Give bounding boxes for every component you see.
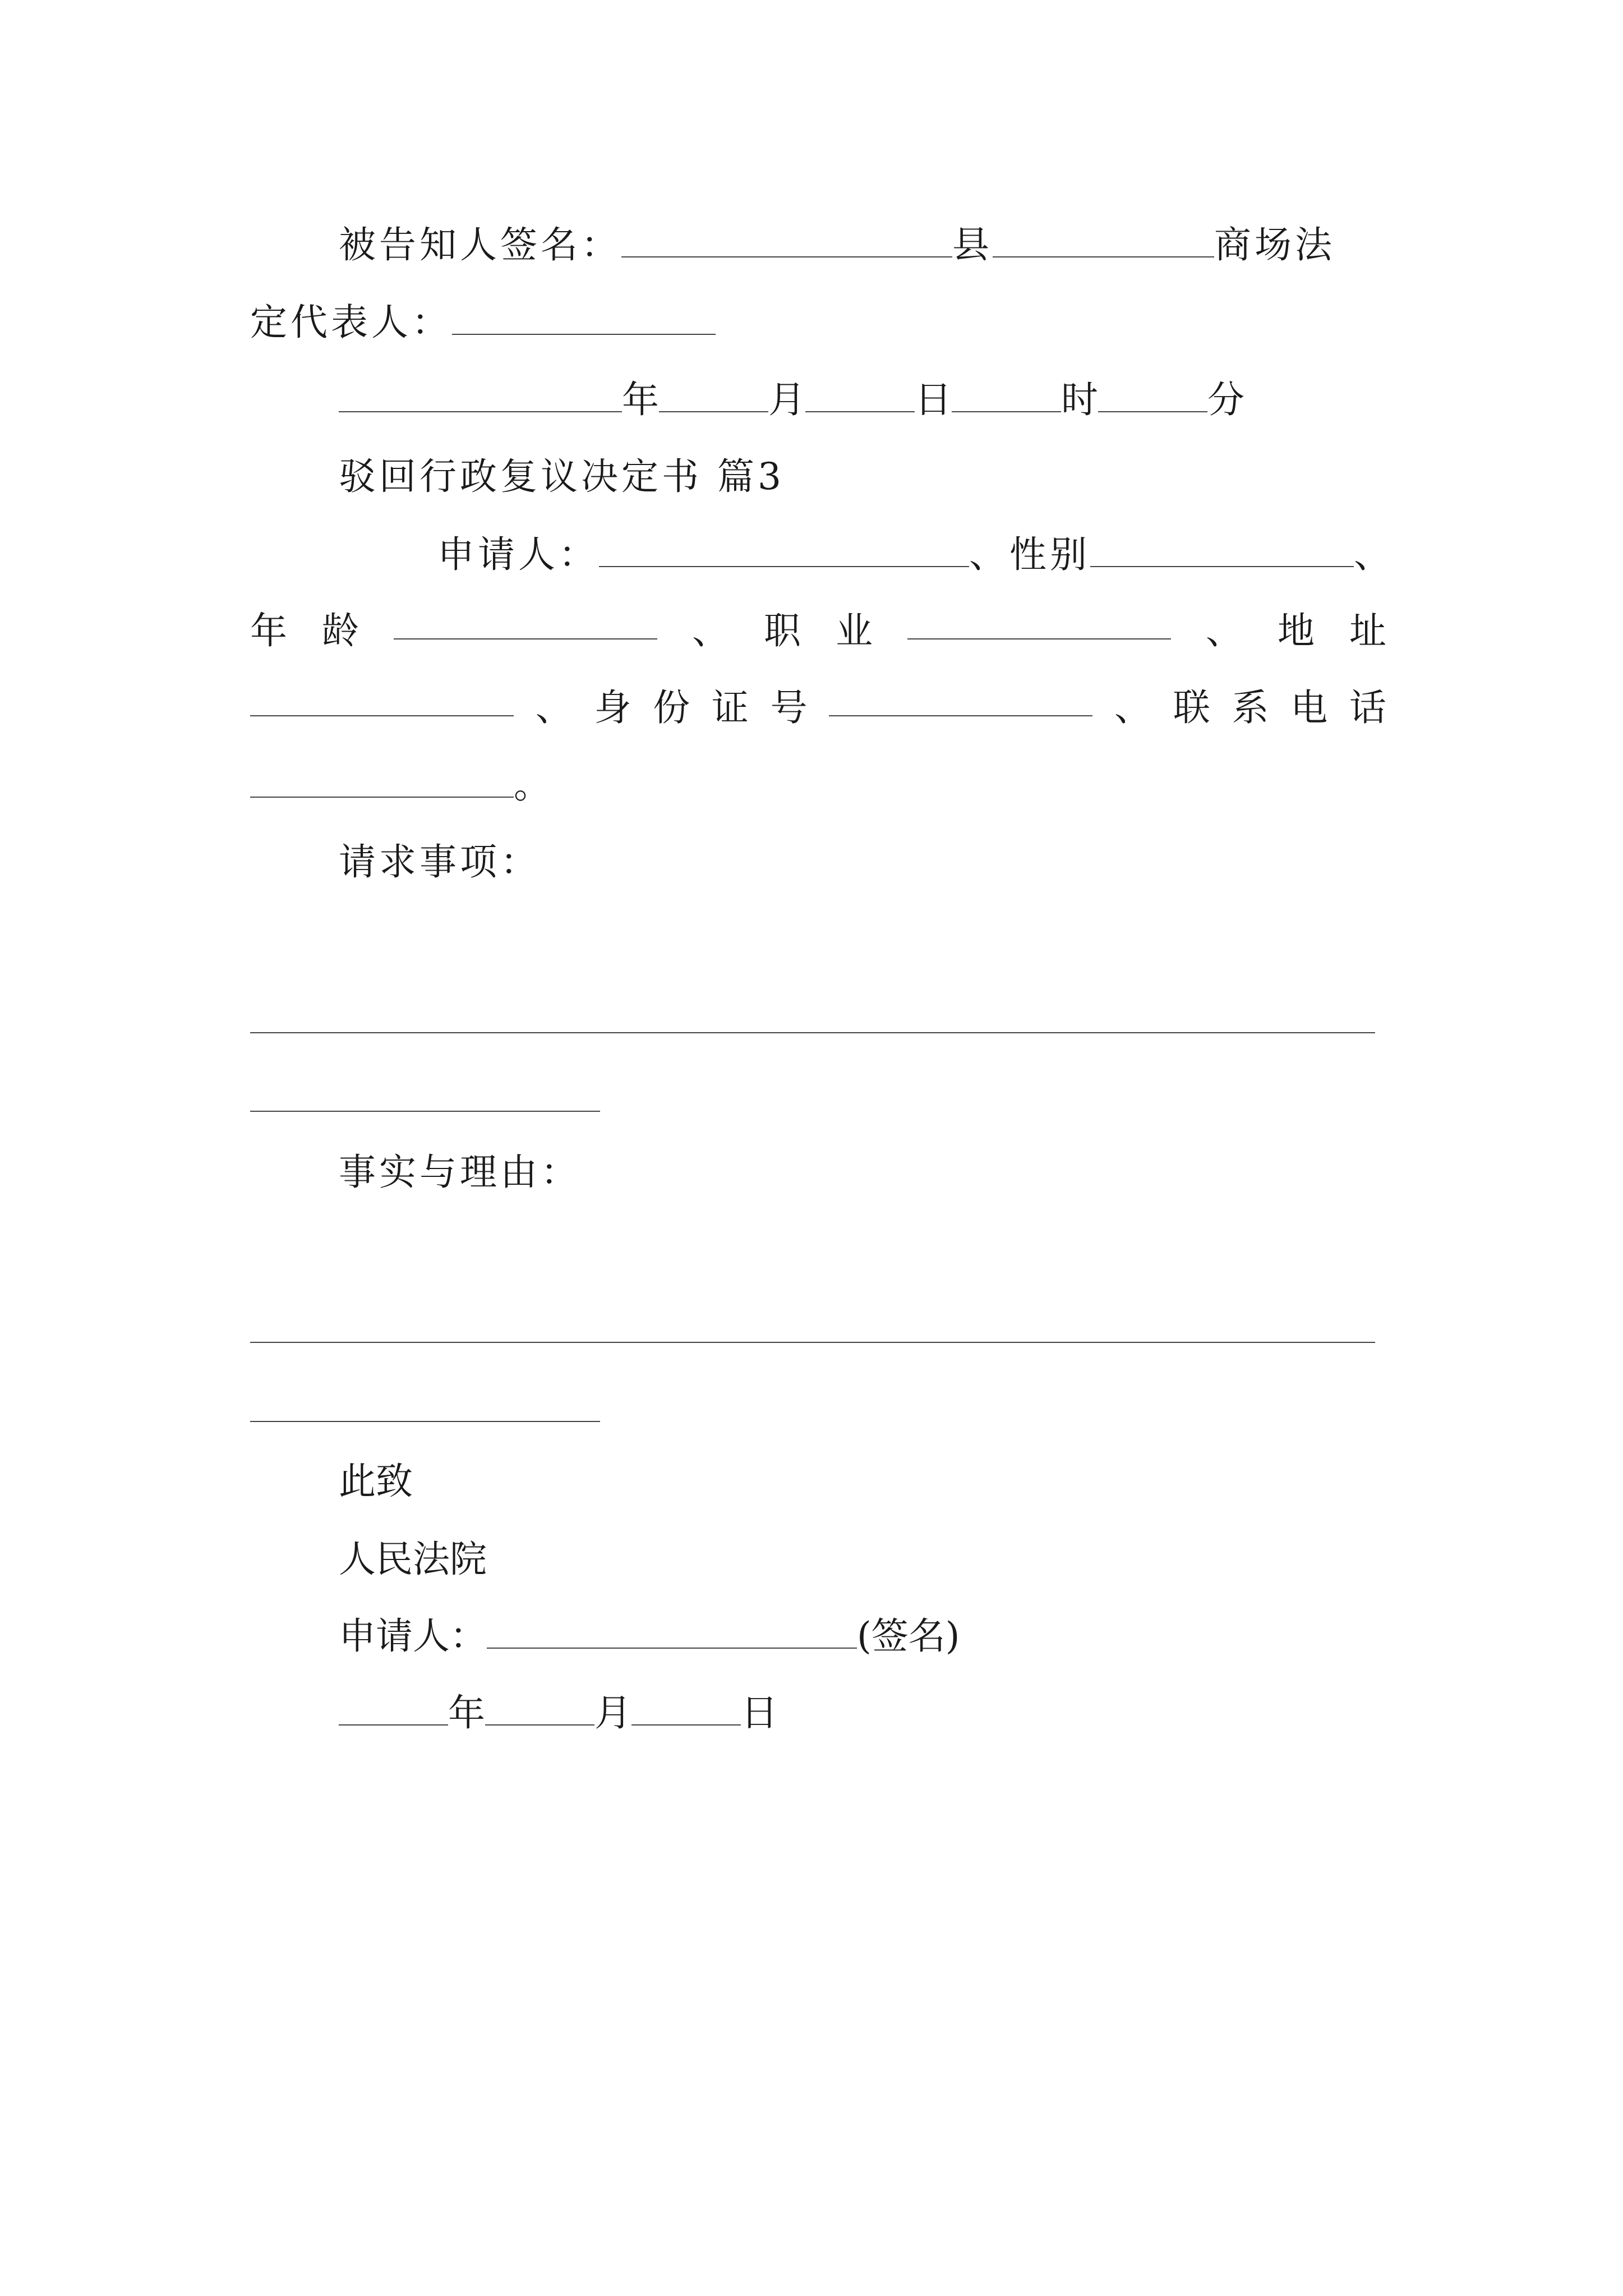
applicant-signature-label: 申请人： — [339, 1614, 487, 1658]
phone-blank[interactable] — [250, 764, 514, 798]
applicant-name-blank[interactable] — [599, 533, 969, 567]
job-label-1: 职 — [764, 609, 801, 652]
separator: 、 — [692, 609, 729, 652]
applicant-signature-line — [339, 1611, 960, 1662]
signature-note: (签名) — [857, 1614, 960, 1658]
representative-label: 定代表人： — [250, 301, 452, 344]
id-label-1: 身 — [594, 686, 631, 729]
datetime-line — [339, 375, 1244, 425]
facts-heading: 事实与理由： — [339, 1151, 581, 1194]
address-label-1: 地 — [1278, 609, 1315, 652]
separator: 、 — [1114, 686, 1152, 729]
separator: 、 — [969, 533, 1009, 576]
applicant-info-row — [250, 606, 1386, 656]
age-label-2: 龄 — [322, 609, 359, 652]
age-label-1: 年 — [250, 609, 287, 652]
month-label: 月 — [768, 378, 805, 421]
job-label-2: 业 — [836, 609, 873, 652]
court-name: 人民法院 — [339, 1538, 487, 1581]
separator: 、 — [535, 686, 573, 729]
county-label: 县 — [952, 223, 993, 266]
closing-month-blank[interactable] — [485, 1692, 594, 1726]
closing-month-label: 月 — [594, 1691, 631, 1734]
gender-label: 性别 — [1009, 533, 1090, 576]
phone-label-2: 系 — [1232, 686, 1269, 729]
applicant-info-line-2 — [250, 606, 1386, 656]
request-heading: 请求事项： — [339, 840, 541, 884]
facts-line-2[interactable] — [250, 1421, 600, 1422]
signature-label: 被告知人签名： — [339, 223, 621, 266]
month-blank[interactable] — [659, 379, 768, 412]
applicant-info-line-4 — [250, 760, 551, 811]
closing-year-label: 年 — [448, 1691, 485, 1734]
closing-date-line — [339, 1688, 778, 1738]
closing-day-blank[interactable] — [631, 1692, 741, 1726]
address-label-2: 址 — [1349, 609, 1386, 652]
age-blank[interactable] — [394, 606, 657, 639]
applicant-info-line-1 — [437, 530, 1394, 580]
request-line-2[interactable] — [250, 1111, 600, 1112]
period: 。 — [514, 763, 551, 807]
minute-label: 分 — [1207, 378, 1244, 421]
id-number-blank[interactable] — [829, 683, 1092, 716]
signature-line — [339, 220, 1335, 270]
applicant-signature-blank[interactable] — [487, 1615, 857, 1649]
mall-label: 商场法 — [1214, 223, 1335, 266]
phone-label-4: 话 — [1349, 686, 1386, 729]
representative-line — [250, 297, 716, 348]
signature-blank[interactable] — [621, 224, 952, 257]
gender-blank[interactable] — [1090, 533, 1354, 567]
representative-blank[interactable] — [452, 301, 716, 335]
county-blank[interactable] — [993, 224, 1214, 257]
applicant-label: 申请人： — [437, 533, 599, 576]
id-label-2: 份 — [653, 686, 690, 729]
closing-year-blank[interactable] — [339, 1692, 448, 1726]
hour-label: 时 — [1061, 378, 1098, 421]
facts-line-1[interactable] — [250, 1342, 1375, 1343]
separator: 、 — [1206, 609, 1243, 652]
applicant-info-line-3 — [250, 683, 1386, 733]
section-title: 驳回行政复议决定书 篇3 — [339, 455, 785, 498]
year-label: 年 — [622, 378, 659, 421]
phone-label-3: 电 — [1290, 686, 1328, 729]
day-blank[interactable] — [805, 379, 915, 412]
hour-blank[interactable] — [952, 379, 1061, 412]
job-blank[interactable] — [907, 606, 1171, 639]
applicant-info-row — [250, 683, 1386, 733]
phone-label-1: 联 — [1173, 686, 1210, 729]
request-line-1[interactable] — [250, 1032, 1375, 1033]
minute-blank[interactable] — [1098, 379, 1207, 412]
day-label: 日 — [915, 378, 952, 421]
id-label-4: 号 — [770, 686, 808, 729]
closing-day-label: 日 — [741, 1691, 778, 1734]
address-blank[interactable] — [250, 683, 514, 716]
year-blank[interactable] — [339, 379, 622, 412]
id-label-3: 证 — [711, 686, 749, 729]
salutation: 此致 — [339, 1460, 413, 1503]
separator: 、 — [1354, 533, 1394, 576]
